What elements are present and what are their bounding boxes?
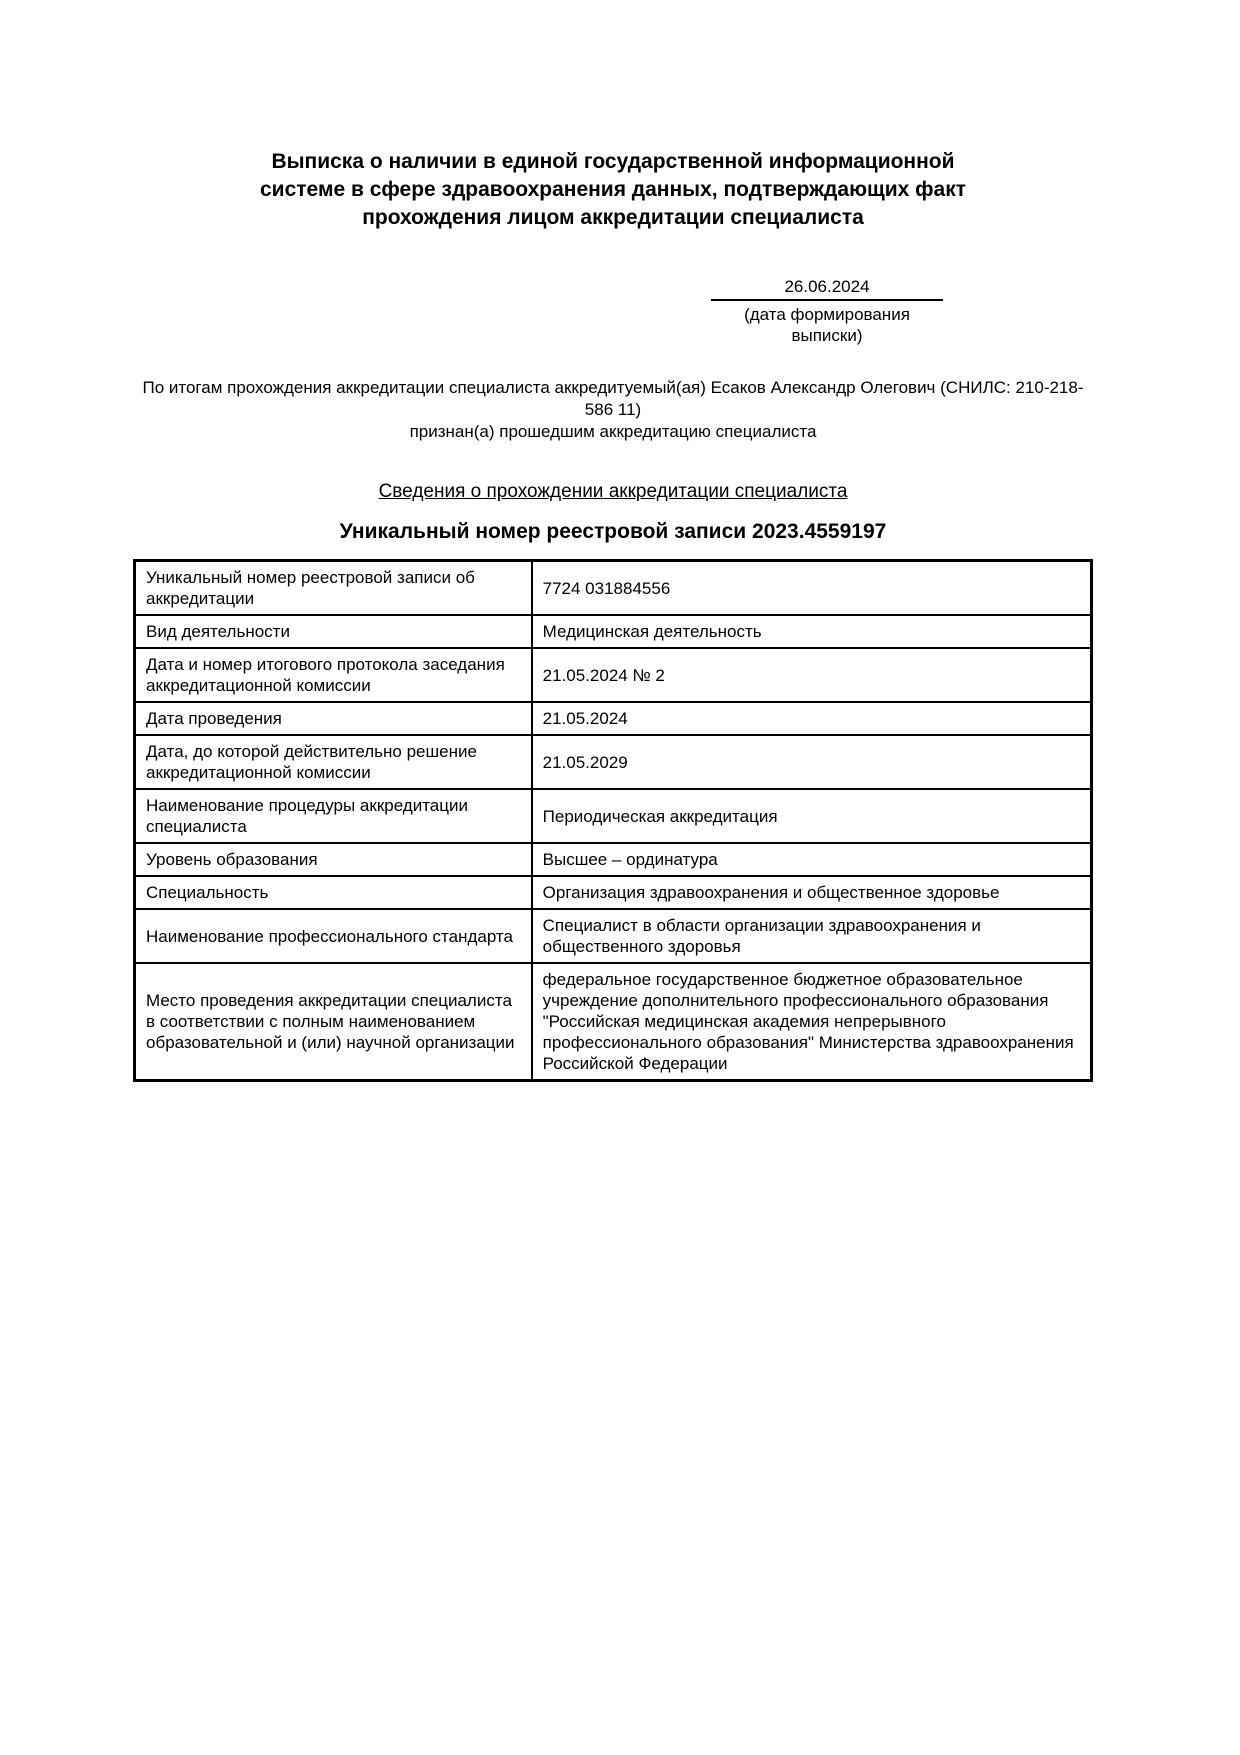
row-label: Дата, до которой действительно решение аккредитационной комиссии (135, 735, 532, 789)
row-label: Вид деятельности (135, 615, 532, 648)
row-value: 21.05.2024 № 2 (532, 648, 1092, 702)
row-value: Периодическая аккредитация (532, 789, 1092, 843)
document-title (133, 148, 1093, 232)
row-label: Место проведения аккредитации специалиста в соответствии с полным наименованием образовательной и (или) научной организации (135, 963, 532, 1081)
registry-number-heading: Уникальный номер реестровой записи 2023.4559197 (339, 520, 887, 543)
row-label: Наименование процедуры аккредитации специалиста (135, 789, 532, 843)
row-value: 21.05.2029 (532, 735, 1092, 789)
row-label: Наименование профессионального стандарта (135, 909, 532, 963)
generation-date: 26.06.2024 (711, 276, 943, 301)
row-value: 21.05.2024 (532, 702, 1092, 735)
document-title-line-2: системе в сфере здравоохранения данных, подтверждающих факт (259, 178, 966, 201)
table-row-activity-type (135, 615, 1092, 648)
table-row-protocol (135, 648, 1092, 702)
table-row-accreditation-place (135, 963, 1092, 1081)
row-label: Дата проведения (135, 702, 532, 735)
table-row-procedure-name (135, 789, 1092, 843)
row-label: Уровень образования (135, 843, 532, 876)
table-row-accreditation-number (135, 561, 1092, 616)
row-label: Дата и номер итогового протокола заседания аккредитационной комиссии (135, 648, 532, 702)
table-row-valid-until (135, 735, 1092, 789)
document-title-line-3: прохождения лицом аккредитации специалиста (362, 206, 864, 229)
table-row-education-level (135, 843, 1092, 876)
generation-date-caption: (дата формирования выписки) (744, 305, 910, 345)
table-row-professional-standard (135, 909, 1092, 963)
row-value: Медицинская деятельность (532, 615, 1092, 648)
row-label: Специальность (135, 876, 532, 909)
row-value: федеральное государственное бюджетное образовательное учреждение дополнительного профессионального образования "Российская медицинская академия непрерывного профессионального образования" Министерства здравоохранения Российской Федерации (532, 963, 1092, 1081)
table-row-conduct-date (135, 702, 1092, 735)
generation-date-block (711, 276, 943, 346)
row-value: Специалист в области организации здравоохранения и общественного здоровья (532, 909, 1092, 963)
intro-line-2: признан(а) прошедшим аккредитацию специалиста (409, 422, 817, 441)
intro-line-1: По итогам прохождения аккредитации специалиста аккредитуемый(ая) Есаков Александр Олегович (СНИЛС: 210-218-586 11) (142, 378, 1084, 419)
row-value: 7724 031884556 (532, 561, 1092, 616)
row-value: Высшее – ординатура (532, 843, 1092, 876)
accreditation-table (133, 559, 1093, 1082)
document-title-line-1: Выписка о наличии в единой государственной информационной (271, 150, 955, 173)
intro-paragraph (133, 377, 1093, 443)
row-value: Организация здравоохранения и общественное здоровье (532, 876, 1092, 909)
row-label: Уникальный номер реестровой записи об аккредитации (135, 561, 532, 616)
table-row-specialty (135, 876, 1092, 909)
section-heading: Сведения о прохождении аккредитации специалиста (378, 481, 848, 502)
